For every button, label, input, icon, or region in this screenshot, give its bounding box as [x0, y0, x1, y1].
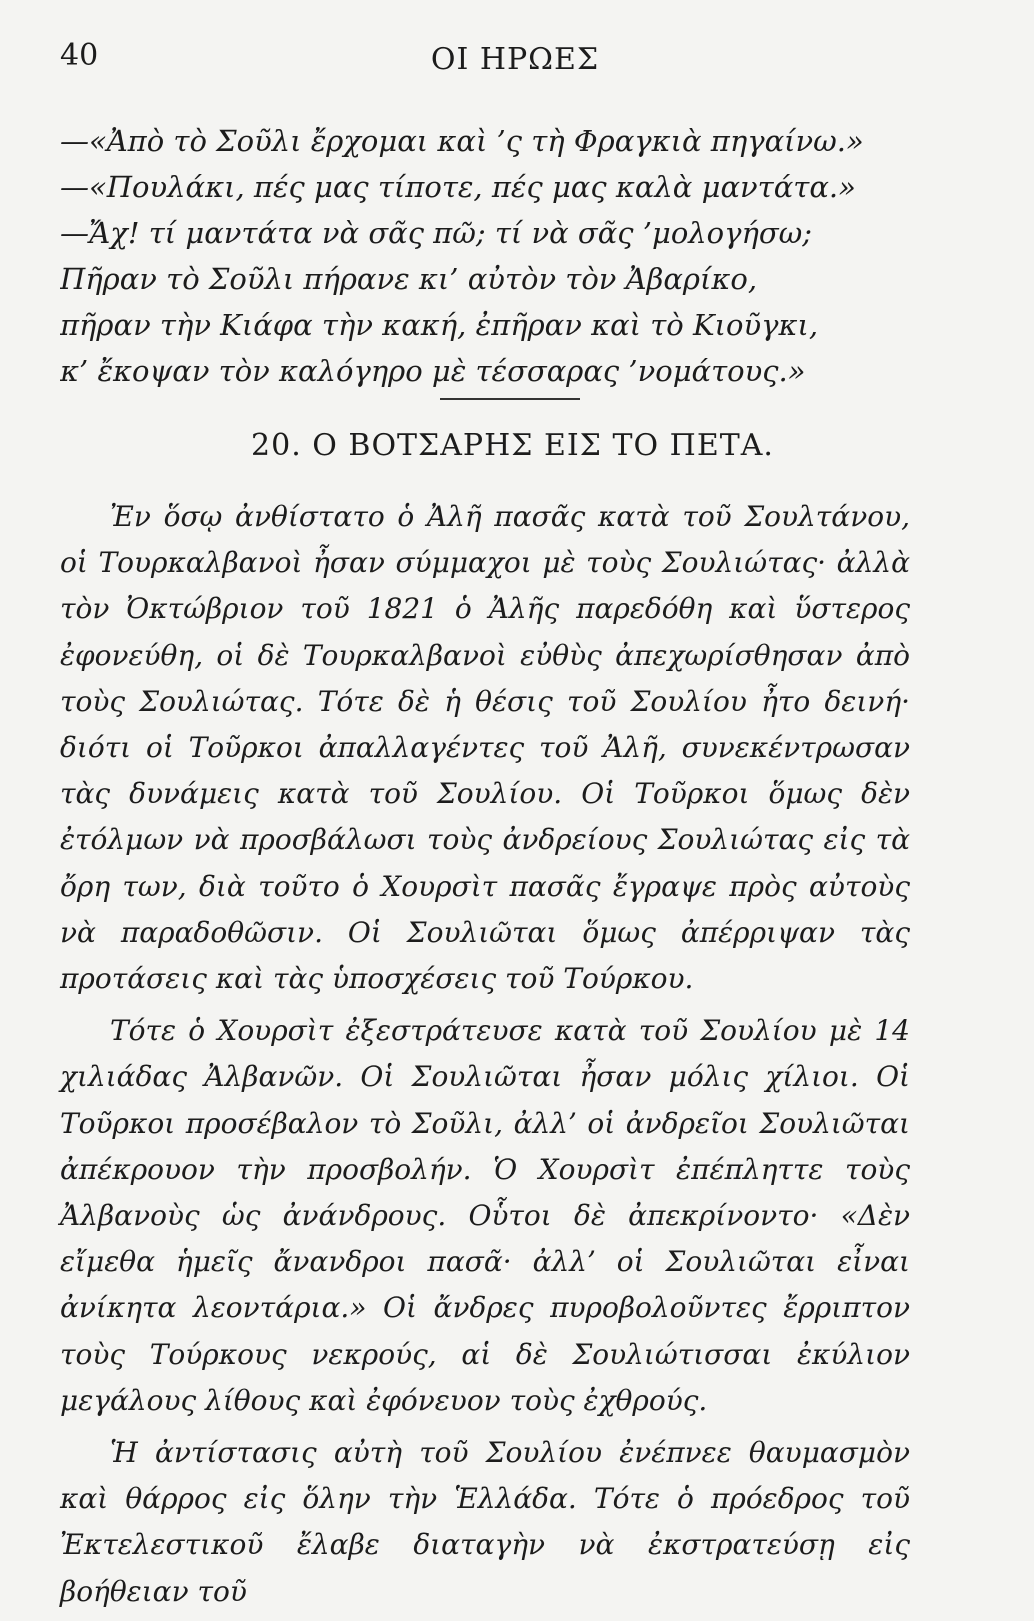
poem-line: —Ἄχ! τί μαντάτα νὰ σᾶς πῶ; τί νὰ σᾶς ’μολογήσω;: [60, 216, 813, 250]
running-title: ΟΙ ΗΡΩΕΣ: [430, 42, 600, 77]
paragraph: Ἡ ἀντίστασις αὐτὴ τοῦ Σουλίου ἐνέπνεε θαυμασμὸν καὶ θάρρος εἰς ὅλην τὴν Ἑλλάδα. Τότε ὁ πρόεδρος τοῦ Ἐκτελεστικοῦ ἔλαβε διαταγὴν νὰ ἐκστρατεύσῃ εἰς βοήθειαν τοῦ: [60, 1436, 910, 1608]
poem-line: —«Πουλάκι, πές μας τίποτε, πές μας καλὰ μαντάτα.»: [60, 170, 856, 204]
poem-line: Πῆραν τὸ Σοῦλι πήρανε κι’ αὐτὸν τὸν Ἀβαρίκο,: [60, 262, 758, 296]
poem-excerpt: [60, 118, 965, 394]
body-text: [60, 494, 910, 1621]
poem-line: πῆραν τὴν Κιάφα τὴν κακή, ἐπῆραν καὶ τὸ Κιοῦγκι,: [60, 308, 819, 342]
section-heading: 20. Ο ΒΟΤΣΑΡΗΣ ΕΙΣ ΤΟ ΠΕΤΑ.: [251, 428, 774, 463]
page-header: [60, 38, 970, 88]
poem-line: κ’ ἔκοψαν τὸν καλόγηρο μὲ τέσσαρας ’νομάτους.»: [60, 354, 806, 388]
page-number: 40: [60, 38, 99, 73]
paragraph: Ἐν ὅσῳ ἀνθίστατο ὁ Ἀλῆ πασᾶς κατὰ τοῦ Σουλτάνου, οἱ Τουρκαλβανοὶ ἦσαν σύμμαχοι μὲ τοὺς Σουλιώτας· ἀλλὰ τὸν Ὀκτώβριον τοῦ 1821 ὁ Ἀλῆς παρεδόθη καὶ ὕστερος ἐφονεύθη, οἱ δὲ Τουρκαλβανοὶ εὐθὺς ἀπεχωρίσθησαν ἀπὸ τοὺς Σουλιώτας. Τότε δὲ ἡ θέσις τοῦ Σουλίου ἦτο δεινή· διότι οἱ Τοῦρκοι ἀπαλλαγέντες τοῦ Ἀλῆ, συνεκέντρωσαν τὰς δυνάμεις κατὰ τοῦ Σουλίου. Οἱ Τοῦρκοι ὅμως δὲν ἐτόλμων νὰ προσβάλωσι τοὺς ἀνδρείους Σουλιώτας εἰς τὰ ὄρη των, διὰ τοῦτο ὁ Χουρσὶτ πασᾶς ἔγραψε πρὸς αὐτοὺς νὰ παραδοθῶσιν. Οἱ Σουλιῶται ὅμως ἀπέρριψαν τὰς προτάσεις καὶ τὰς ὑποσχέσεις τοῦ Τούρκου.: [60, 500, 910, 996]
paragraph: Τότε ὁ Χουρσὶτ ἐξεστράτευσε κατὰ τοῦ Σουλίου μὲ 14 χιλιάδας Ἀλβανῶν. Οἱ Σουλιῶται ἦσαν μόλις χίλιοι. Οἱ Τοῦρκοι προσέβαλον τὸ Σοῦλι, ἀλλ’ οἱ ἀνδρεῖοι Σουλιῶται ἀπέκρουον τὴν προσβολήν. Ὁ Χουρσὶτ ἐπέπληττε τοὺς Ἀλβανοὺς ὡς ἀνάνδρους. Οὗτοι δὲ ἀπεκρίνοντο· «Δὲν εἴμεθα ἡμεῖς ἄνανδροι πασᾶ· ἀλλ’ οἱ Σουλιῶται εἶναι ἀνίκητα λεοντάρια.» Οἱ ἄνδρες πυροβολοῦντες ἔρριπτον τοὺς Τούρκους νεκρούς, αἱ δὲ Σουλιώτισσαι ἐκύλιον μεγάλους λίθους καὶ ἐφόνευον τοὺς ἐχθρούς.: [60, 1014, 910, 1417]
section-divider: [440, 398, 580, 400]
poem-line: —«Ἀπὸ τὸ Σοῦλι ἔρχομαι καὶ ’ς τὴ Φραγκιὰ πηγαίνω.»: [60, 124, 864, 158]
